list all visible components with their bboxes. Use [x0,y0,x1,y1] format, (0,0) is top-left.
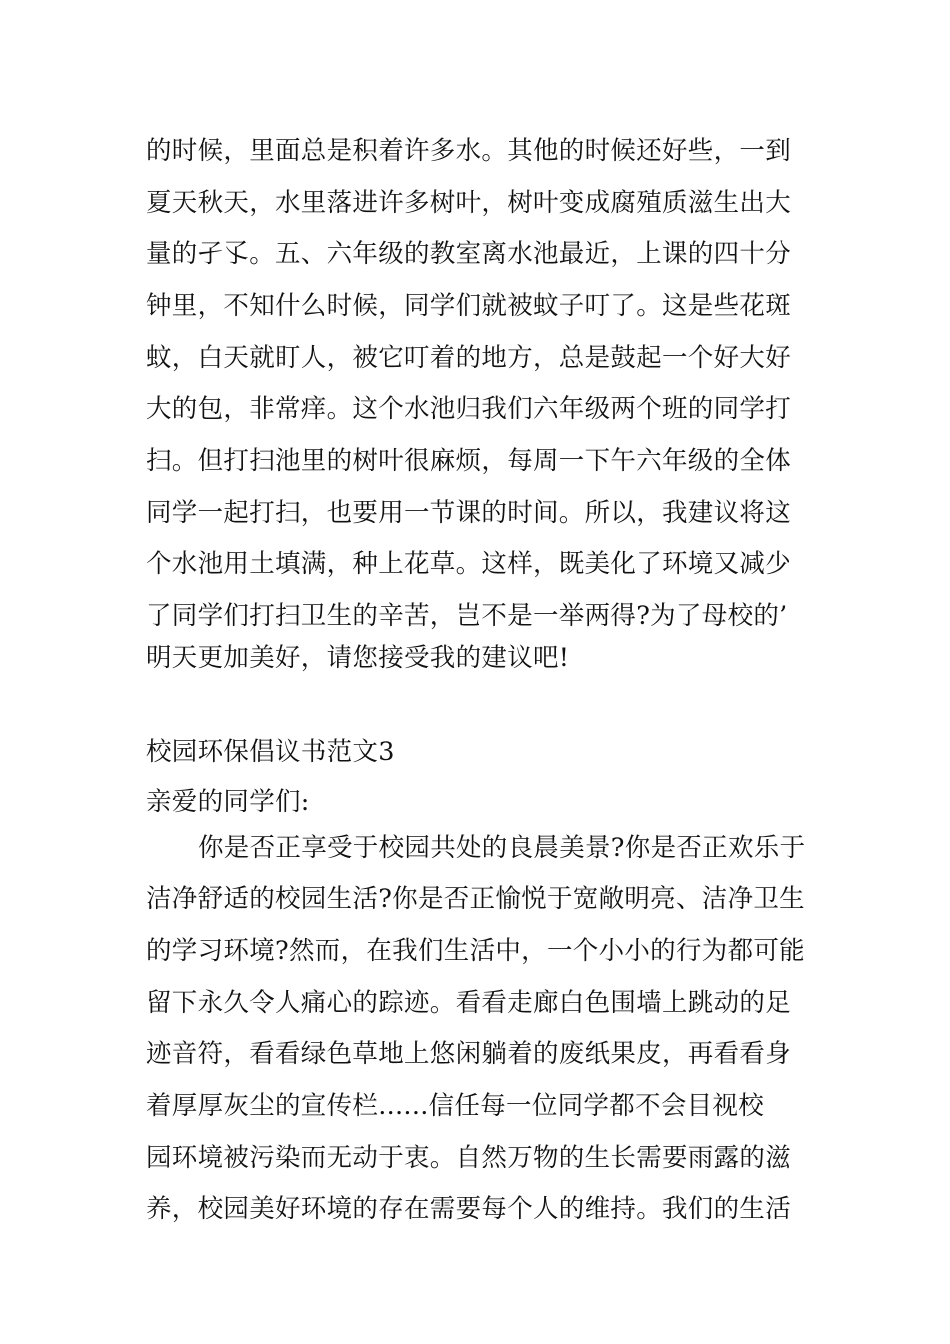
paragraph-2-line: 你是否正享受于校园共处的良晨美景?你是否正欢乐于 [198,833,806,863]
paragraph-1-line: 量的孑孓。五、六年级的教室离水池最近，上课的四十分 [146,239,792,269]
paragraph-2-line: 洁净舒适的校园生活?你是否正愉悦于宽敞明亮、洁净卫生 [146,884,805,914]
paragraph-2-line: 迹音符，看看绿色草地上悠闲躺着的废纸果皮，再看看身 [146,1039,792,1069]
paragraph-2-line: 着厚厚灰尘的宣传栏......信任每一位同学都不会目视校 [146,1091,765,1121]
paragraph-2-line: 园环境被污染而无动于衷。自然万物的生长需要雨露的滋 [146,1143,792,1173]
section-title: 校园环保倡议书范文3 [146,737,395,767]
paragraph-1-line: 个水池用土填满，种上花草。这样，既美化了环境又减少 [146,549,792,579]
paragraph-1-line: 蚊，白天就盯人，被它叮着的地方，总是鼓起一个好大好 [146,343,792,373]
paragraph-1-line: 大的包，非常痒。这个水池归我们六年级两个班的同学打 [146,394,792,424]
paragraph-2-line: 留下永久令人痛心的踪迹。看看走廊白色围墙上跳动的足 [146,988,792,1018]
paragraph-1-line: 了同学们打扫卫生的辛苦，岂不是一举两得?为了母校的’ [146,601,788,631]
paragraph-1-line: 扫。但打扫池里的树叶很麻烦，每周一下午六年级的全体 [146,446,792,476]
salutation: 亲爱的同学们: [146,787,310,817]
paragraph-1-line: 夏天秋天，水里落进许多树叶，树叶变成腐殖质滋生出大 [146,188,792,218]
paragraph-1-line: 明天更加美好，请您接受我的建议吧! [146,643,570,673]
paragraph-2-line: 养，校园美好环境的存在需要每个人的维持。我们的生活 [146,1194,792,1224]
paragraph-1-line: 钟里，不知什么时候，同学们就被蚊子叮了。这是些花斑 [146,291,792,321]
paragraph-1-line: 同学一起打扫，也要用一节课的时间。所以，我建议将这 [146,498,792,528]
paragraph-2-line: 的学习环境?然而，在我们生活中，一个小小的行为都可能 [146,936,805,966]
paragraph-1-line: 的时候，里面总是积着许多水。其他的时候还好些，一到 [146,136,792,166]
